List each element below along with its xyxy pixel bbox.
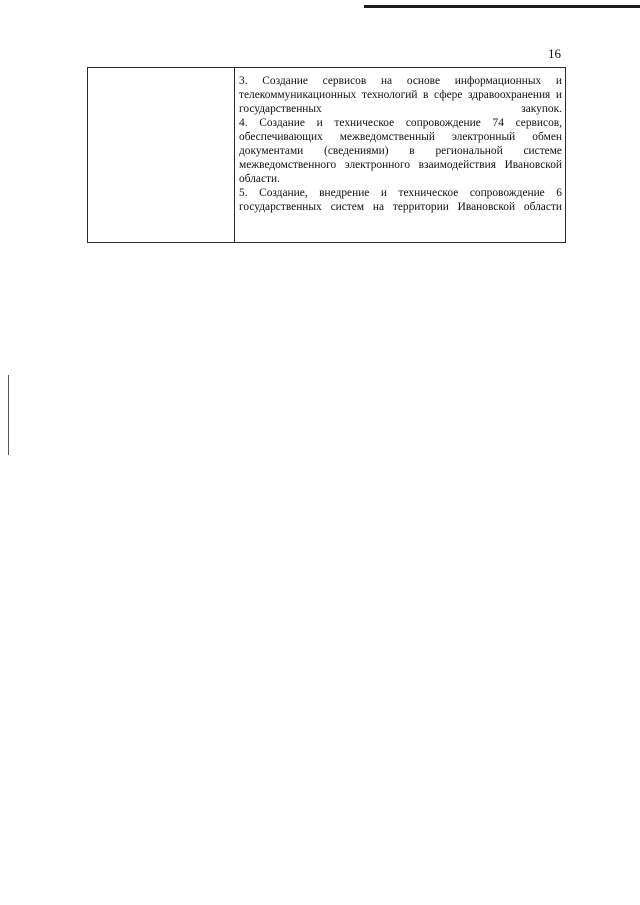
paragraph-item-3: 3. Создание сервисов на основе информационных и телекоммуникационных технологий в сфере здравоохранения и государственных закупок. bbox=[239, 75, 562, 115]
table-cell-left bbox=[88, 68, 235, 243]
paragraph-item-5: 5. Создание, внедрение и техническое сопровождение 6 государственных систем на территории Ивановской области bbox=[239, 187, 562, 213]
content-table bbox=[87, 67, 566, 243]
table-cell-right bbox=[235, 68, 566, 243]
top-rule bbox=[364, 5, 640, 8]
paragraph-item-4: 4. Создание и техническое сопровождение 74 сервисов, обеспечивающих межведомственный электронный обмен документами (сведениями) в региональной системе межведомственного электронного взаимодействия Ивановской области. bbox=[239, 117, 562, 185]
page-number: 16 bbox=[548, 46, 561, 61]
table-row bbox=[88, 68, 566, 243]
scan-edge-mark bbox=[8, 375, 9, 455]
